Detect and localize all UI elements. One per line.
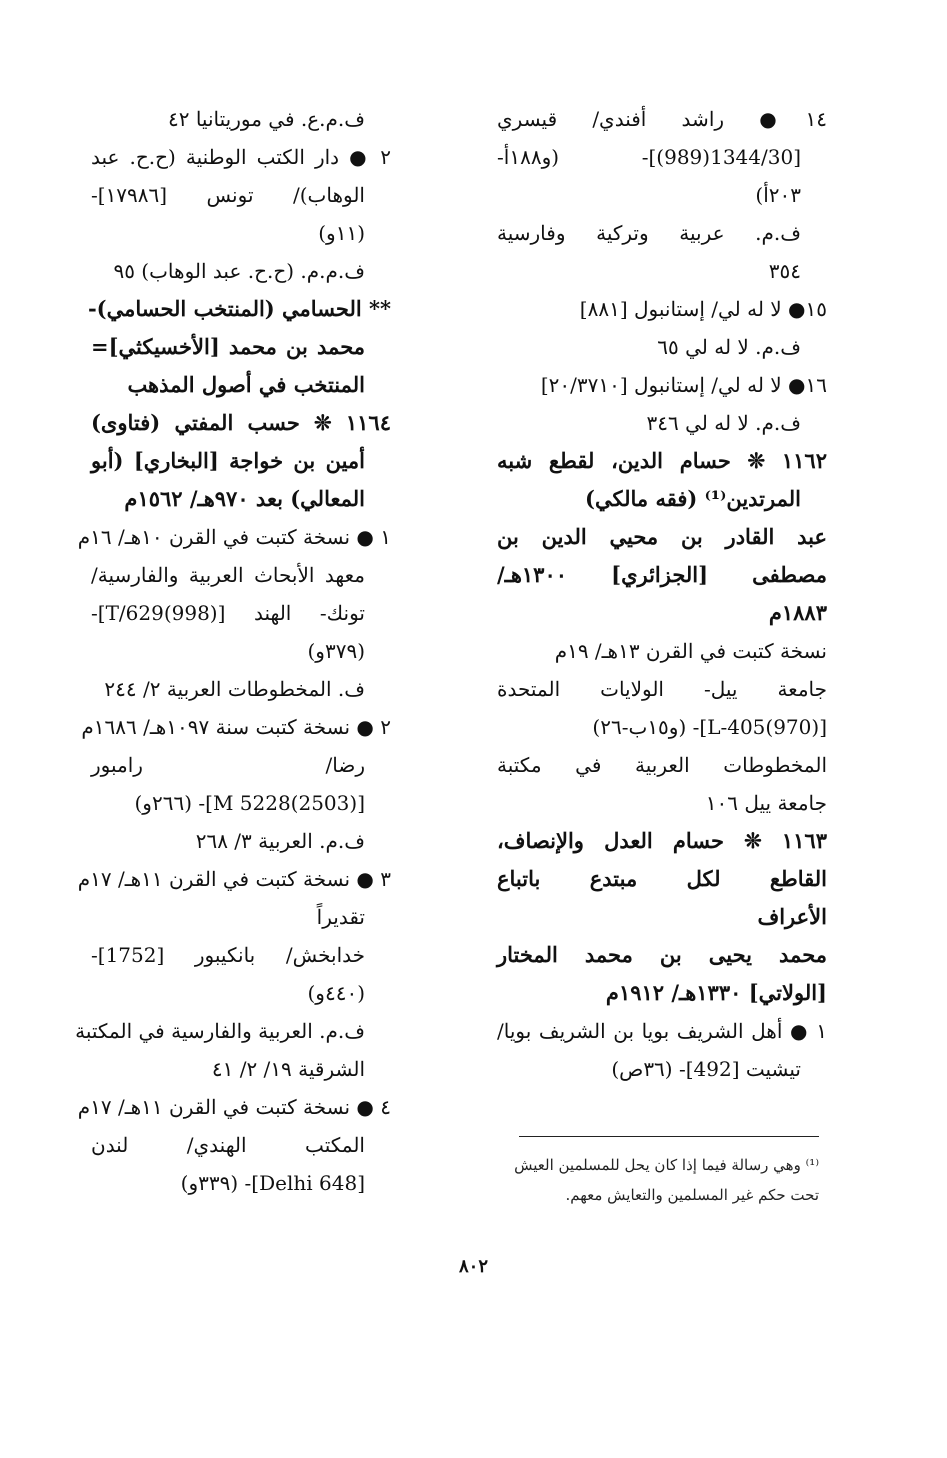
text-line: ٤ ● نسخة كتبت في القرن ١١هـ/ ١٧م: [77, 1095, 391, 1119]
text-line: ف.م. عربية وتركية وفارسية: [497, 221, 801, 245]
right-column: [497, 100, 827, 1088]
text-line: ف.م. العربية ٣/ ٢٦٨: [195, 829, 365, 853]
text-line: جامعة ييل- الولايات المتحدة: [497, 677, 827, 701]
text-line: ١٤● راشد أفندي/ قيسري: [497, 107, 827, 131]
text-line: (٤٤٠و): [307, 981, 365, 1005]
text-line: ١١٦٢ ❊ حسام الدين، لقطع شبه: [497, 448, 827, 473]
footnote: [489, 1150, 819, 1210]
text-line: ف.م. لا له لي ٣٤٦: [646, 411, 801, 435]
text-line: ١٥● لا له لي/ إستانبول [٨٨١]: [579, 297, 827, 321]
text-line: ف.م. العربية والفارسية في المكتبة: [75, 1019, 365, 1043]
text-line: تونك- الهند [T/629(998)]-: [91, 601, 365, 625]
text-line: [Delhi 648]- (٣٣٩و): [180, 1171, 365, 1195]
text-line: جامعة ييل ١٠٦: [705, 791, 827, 815]
text-line: مصطفى [الجزائري] ١٣٠٠هـ/: [497, 562, 827, 587]
text-line: ** الحسامي (المنتخب الحسامي)-: [87, 296, 391, 321]
text-line: [M 5228(2503)]- (٢٦٦و): [134, 791, 365, 815]
text-line: ٣ ● نسخة كتبت في القرن ١١هـ/ ١٧م: [77, 867, 391, 891]
text-line: ١١٦٣ ❊ حسام العدل والإنصاف،: [497, 828, 827, 853]
text-line: نسخة كتبت في القرن ١٣هـ/ ١٩م: [554, 639, 827, 663]
text-line: ٣٥٤: [768, 259, 801, 283]
text-line: ف.م. لا له لي ٦٥: [657, 335, 801, 359]
text-line: ١١٦٤ ❊ حسب المفتي (فتاوى): [91, 410, 391, 435]
text-line: [الولاتي] ١٣٣٠هـ/ ١٩١٢م: [605, 980, 827, 1005]
left-column: [75, 100, 391, 1202]
text-line: عبد القادر بن محيي الدين بن: [497, 524, 827, 549]
text-line: (٣٧٩و): [307, 639, 365, 663]
text-line: تقديراً: [316, 905, 365, 929]
text-line: ١٨٨٣م: [768, 600, 827, 625]
text-line: الشرقية ١٩/ ٢/ ٤١: [211, 1057, 365, 1081]
text-line: معهد الأبحاث العربية والفارسية/: [91, 563, 365, 587]
text-line: الأعراف: [757, 904, 827, 929]
text-line: ٢٠٣أ): [755, 183, 801, 207]
page-number: ٨٠٢: [458, 1256, 488, 1277]
text-line: ١٦● لا له لي/ إستانبول [٢٠/٣٧١٠]: [540, 373, 827, 397]
footnote-rule: [519, 1136, 819, 1137]
text-line: محمد بن محمد [الأخسيكثي]=: [91, 334, 365, 359]
text-line: [L-405(970)]- (و١٥ب-٢٦): [592, 715, 827, 739]
text-line: ١ ● نسخة كتبت في القرن ١٠هـ/ ١٦م: [77, 525, 391, 549]
text-line: ٢ ● دار الكتب الوطنية (ح.ح. عبد: [91, 145, 391, 169]
text-line: ٢ ● نسخة كتبت سنة ١٠٩٧هـ/ ١٦٨٦م: [81, 715, 391, 739]
text-line: تيشيت [492]- (٣٦ص): [611, 1057, 801, 1081]
text-line: (١١و): [318, 221, 365, 245]
text-line: القاطع لكل مبتدع باتباع: [497, 866, 827, 891]
text-line: المرتدين⁽¹⁾ (فقه مالكي): [585, 486, 801, 511]
footnote-line: ⁽¹⁾ وهي رسالة فيما إذا كان يحل للمسلمين العيش: [514, 1156, 819, 1174]
footnote-line: تحت حكم غير المسلمين والتعايش معهم.: [565, 1186, 819, 1204]
text-line: ف.م.م. (ح.ح. عبد الوهاب) ٩٥: [113, 259, 365, 283]
text-line: [1344/30(989)]- (و١٨٨أ-: [497, 145, 801, 169]
text-line: محمد يحيى بن محمد المختار: [497, 942, 827, 967]
text-line: خدابخش/ بانكيبور [1752]-: [91, 943, 365, 967]
text-line: ١ ● أهل الشريف بويا بن الشريف بويا/: [497, 1019, 827, 1043]
text-line: المعالي) بعد ٩٧٠هـ/ ١٥٦٢م: [124, 486, 365, 511]
text-line: رضا/ رامبور: [91, 753, 365, 777]
text-line: المكتب الهندي/ لندن: [91, 1133, 365, 1157]
text-line: الوهاب)/ تونس [١٧٩٨٦]-: [91, 183, 365, 207]
text-line: ف. المخطوطات العربية ٢/ ٢٤٤: [104, 677, 365, 701]
text-line: المخطوطات العربية في مكتبة: [497, 753, 827, 777]
text-line: ف.م.ع. في موريتانيا ٤٢: [167, 107, 365, 131]
text-line: أمين بن خواجة [البخاري] (أبو: [91, 448, 365, 473]
text-line: المنتخب في أصول المذهب: [127, 372, 365, 397]
